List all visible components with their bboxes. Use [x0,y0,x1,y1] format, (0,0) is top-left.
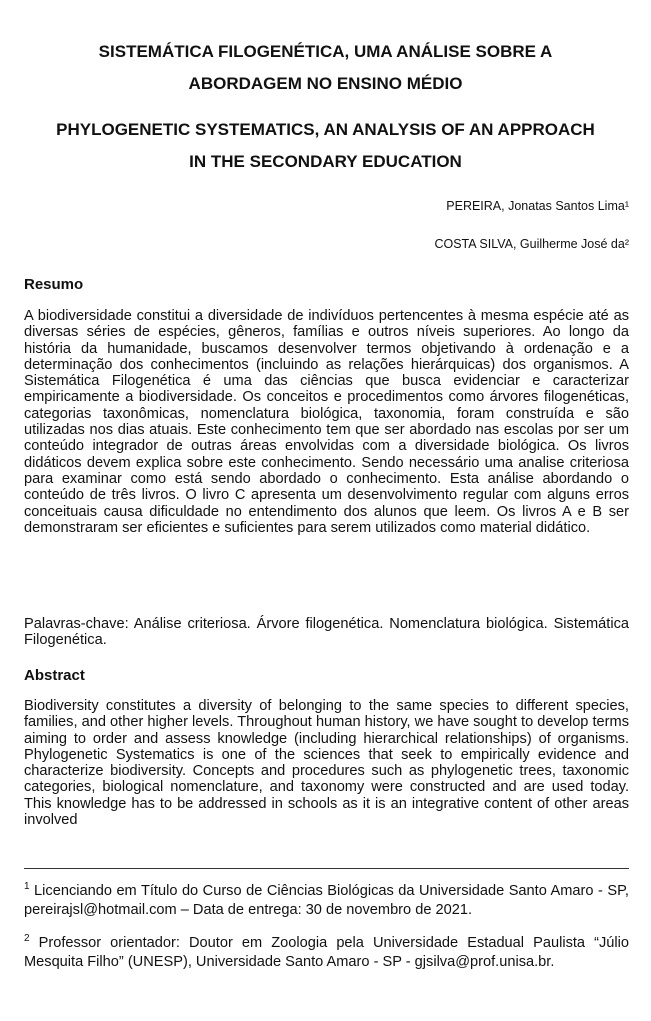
footnote-1-text: Licenciando em Título do Curso de Ciências Biológicas da Universidade Santo Amaro - SP, pereirajsl@hotmail.com – Data de entrega: 30 de novembro de 2021. [24,883,629,918]
title-pt-line-2: ABORDAGEM NO ENSINO MÉDIO [188,74,463,93]
title-pt-line-1: SISTEMÁTICA FILOGENÉTICA, UMA ANÁLISE SOBRE A [98,42,553,61]
title-english [20,114,631,178]
footnote-2-text: Professor orientador: Doutor em Zoologia pela Universidade Estadual Paulista “Júlio Mesquita Filho” (UNESP), Universidade Santo Amaro - SP - gjsilva@prof.unisa.br. [24,935,629,970]
title-en-line-2: IN THE SECONDARY EDUCATION [189,152,462,171]
author-2: COSTA SILVA, Guilherme José da² [434,237,629,251]
abstract-heading: Abstract [24,667,85,684]
resumo-text: A biodiversidade constitui a diversidade de indivíduos pertencentes à mesma espécie até as diversas séries de espécies, gêneros, famílias e outros níveis superiores. Ao longo da história da humanidade, buscamos desenvolver termos objetivando à ordenação e a determinação dos conhecimentos (incluindo as relações hierárquicas) dos organismos. A Sistemática Filogenética é uma das ciências que busca evidenciar e caracterizar empiricamente a biodiversidade. Os conceitos e procedimentos como árvores filogenéticas, categorias taxonômicas, nomenclatura biológica, taxonomia, foram construída e são utilizadas nos dias atuais. Este conhecimento tem que ser abordado nas escolas por ser um conteúdo integrador de outras áreas envolvidas com a diversidade biológica. Os livros didáticos devem explica sobre este conhecimento. Sendo necessário uma analise criteriosa para examinar como está sendo abordado o conhecimento. Esta análise abordando o conteúdo de três livros. O livro C apresenta um desenvolvimento regular com alguns erros conceituais causa dificuldade no entendimento dos alunos que leem. Os livros A e B ser demonstraram ser eficientes e suficientes para serem utilizados como material didático. [24,308,629,536]
title-portuguese [20,36,631,100]
author-1: PEREIRA, Jonatas Santos Lima¹ [446,199,629,213]
footnote-1-mark: 1 [24,881,30,892]
footnote-2-mark: 2 [24,933,30,944]
keywords: Palavras-chave: Análise criteriosa. Árvore filogenética. Nomenclatura biológica. Sistemática Filogenética. [24,616,629,649]
resumo-heading: Resumo [24,276,84,293]
abstract-text: Biodiversity constitutes a diversity of belonging to the same species to different species, families, and other higher levels. Throughout human history, we have sought to develop terms aiming to order and assess knowledge (including hierarchical relationships) of organisms. Phylogenetic Systematics is one of the sciences that seek to empirically evidence and characterize biodiversity. Concepts and procedures such as phylogenetic trees, taxonomic categories, biological nomenclature, and taxonomy were constructed and are used today. This knowledge has to be addressed in schools as it is an integrative content of other areas involved [24,698,629,829]
footnote-divider [24,868,629,869]
footnote-1 [24,882,629,920]
footnote-2 [24,934,629,972]
title-en-line-1: PHYLOGENETIC SYSTEMATICS, AN ANALYSIS OF AN APPROACH [56,120,595,139]
